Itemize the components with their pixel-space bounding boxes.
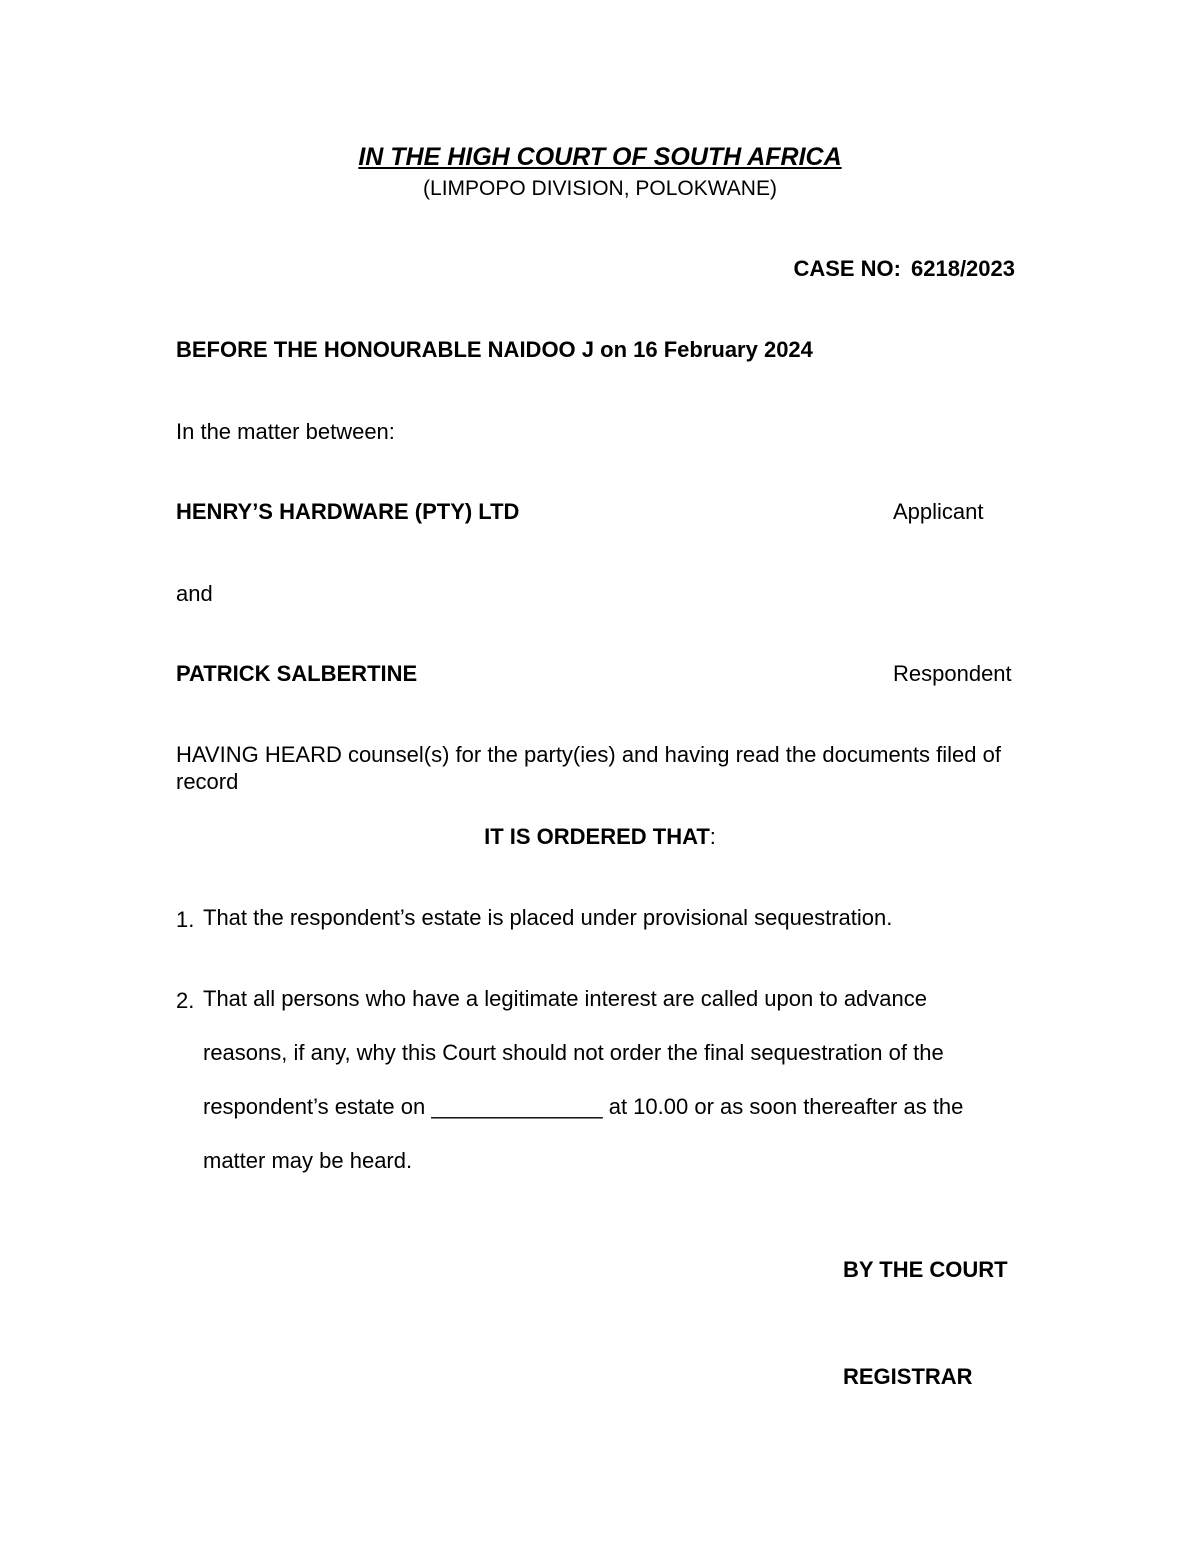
matter-intro: In the matter between: <box>176 419 395 444</box>
having-heard-paragraph: HAVING HEARD counsel(s) for the party(ies) and having read the documents filed of record <box>176 742 1001 794</box>
order-item-number: 1. <box>176 907 195 932</box>
ordered-heading <box>0 826 1200 848</box>
order-item-number: 2. <box>176 988 195 1013</box>
ordered-heading-text: IT IS ORDERED THAT <box>484 824 710 849</box>
case-number-label: CASE NO: <box>793 256 901 281</box>
registrar: REGISTRAR <box>843 1364 973 1389</box>
court-title: IN THE HIGH COURT OF SOUTH AFRICA <box>358 143 842 171</box>
court-division: (LIMPOPO DIVISION, POLOKWANE) <box>423 177 777 200</box>
by-the-court: BY THE COURT <box>843 1257 1008 1282</box>
applicant-name: HENRY’S HARDWARE (PTY) LTD <box>176 499 520 524</box>
before-judge-line: BEFORE THE HONOURABLE NAIDOO J on 16 February 2024 <box>176 337 813 362</box>
applicant-role: Applicant <box>893 499 984 524</box>
party-conjunction: and <box>176 581 213 606</box>
ordered-heading-colon: : <box>709 824 716 849</box>
case-number <box>793 258 1015 280</box>
order-item-text: That the respondent’s estate is placed under provisional sequestration. <box>203 905 893 930</box>
order-item-text: That all persons who have a legitimate interest are called upon to advance reasons, if any, why this Court should not order the final sequestration of the respondent’s estate on ______________ at 10.00 or as soon thereafter as the matter may be heard. <box>203 986 964 1173</box>
respondent-name: PATRICK SALBERTINE <box>176 661 418 686</box>
case-number-value: 6218/2023 <box>911 256 1015 281</box>
respondent-role: Respondent <box>893 661 1012 686</box>
